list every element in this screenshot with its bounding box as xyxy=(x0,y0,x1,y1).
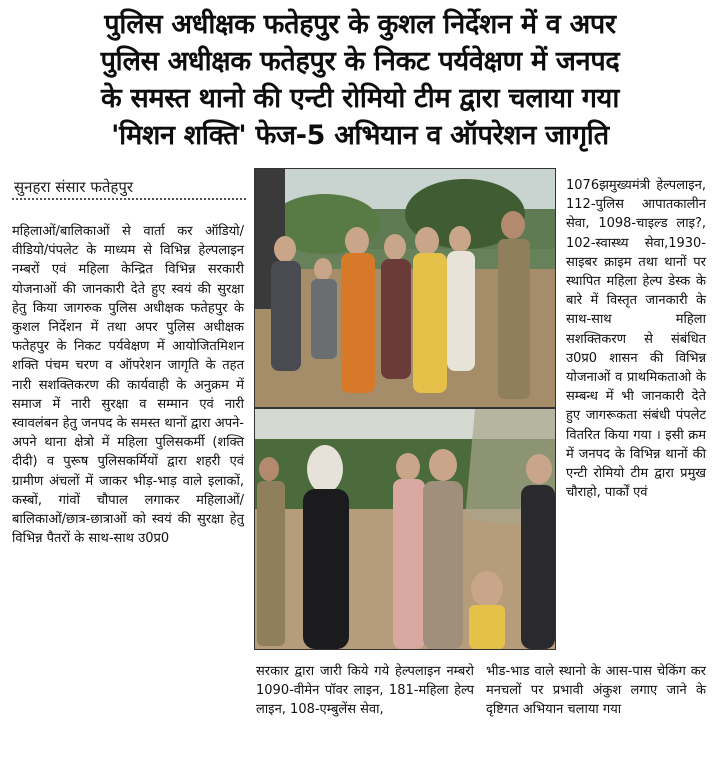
headline-line-3: के समस्त थानो की एन्टी रोमियो टीम द्वारा चलाया गया xyxy=(100,83,620,114)
article-column-1: महिलाओं/बालिकाओं से वार्ता कर ऑडियो/वीडियो/पंपलेट के माध्यम से विभिन्न हेल्पलाइन नम्बरों एवं महिला केन्द्रित विभिन्न सरकारी योजनाओं की जानकारी देते हुए स्वयं की सुरक्षा हेतु किया जागरुक पुलिस अधीक्षक फतेहपुर के कुशल निर्देशन में तथा अपर पुलिस अधीक्षक फतेहपुर के निकट पर्यवेक्षण में आयोजितमिशन शक्ति पंचम चरण व ऑपरेशन जागृति के तहत नारी सशक्तिकरण की कार्यवाही के अनुक्रम में समाज में नारी सुरक्षा व सम्मान एवं नारी स्वावलंबन हेतु जनपद के समस्त थानों द्वारा अपने-अपने थाना क्षेत्रो में महिला पुलिसकर्मी (शक्ति दीदी) व पुरूष पुलिसकर्मियों द्वारा शहरी एवं ग्रामीण अंचलों में जाकर भीड़-भाड़ वाले इलाकों, कस्बों, गांवों चौपाल लगाकर महिलाओं/बालिकाओं/छात्र-छात्राओं को स्वयं की सुरक्षा हेतु विभिन्न पैतरों के साथ-साथ उ0प्र0 xyxy=(12,224,244,547)
news-photo-top xyxy=(254,168,556,408)
headline xyxy=(8,6,712,154)
article-column-3-bottom: भीड-भाड वाले स्थानो के आस-पास चेकिंग कर मनचलों पर प्रभावी अंकुश लगाए जाने के दृष्टिगत अभियान चलाया गया xyxy=(486,664,706,718)
headline-line-4: 'मिशन शक्ति' फेज-5 अभियान व ऑपरेशन जागृति xyxy=(111,120,609,151)
news-photo-bottom xyxy=(254,408,556,650)
article-column-2-bottom: सरकार द्वारा जारी किये गये हेल्पलाइन नम्बरो 1090-वीमेन पॉवर लाइन, 181-महिला हेल्प लाइन, 108-एम्बुलेंस सेवा, xyxy=(256,664,474,718)
byline-divider xyxy=(12,198,246,200)
byline: सुनहरा संसार फतेहपुर xyxy=(14,178,134,196)
headline-line-1: पुलिस अधीक्षक फतेहपुर के कुशल निर्देशन में व अपर xyxy=(104,9,616,40)
headline-line-2: पुलिस अधीक्षक फतेहपुर के निकट पर्यवेक्षण में जनपद xyxy=(100,46,620,77)
article-column-3: 1076झमुख्यमंत्री हेल्पलाइन, 112-पुलिस आपातकालीन सेवा, 1098-चाइल्ड लाइ?, 102-स्वास्थ्य सेवा,1930- साइबर क्राइम तथा थानों पर स्थापित महिला हेल्प डेस्क के बारे में विस्तृत जानकारी के साथ-साथ महिला सशक्तिकरण से संबंधित उ0प्र0 शासन की विभिन्न योजनाओं व प्राथमिकताओ के सम्बन्ध में भी जानकारी देते हुए जागरूकता संबंधी पंपलेट वितरित किया गया । इसी क्रम में जनपद के विभिन्न थानों की एन्टी रोमियो टीम द्वारा प्रमुख चौराहो, पार्कों एवं xyxy=(566,178,706,501)
